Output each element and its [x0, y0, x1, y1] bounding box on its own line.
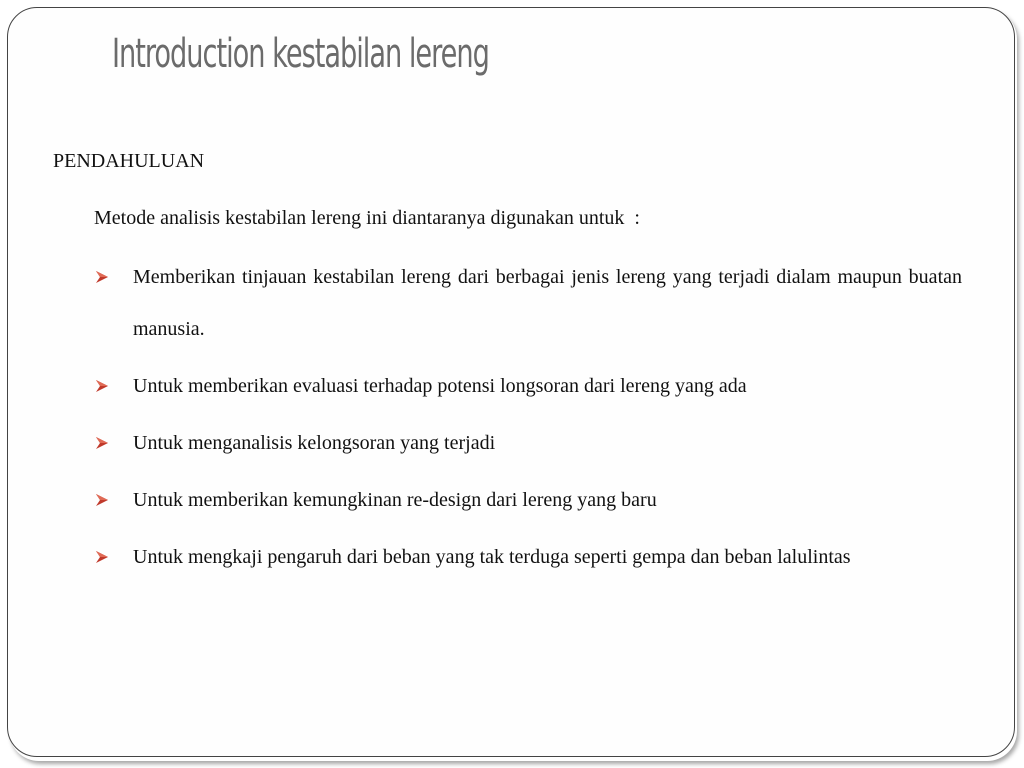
section-heading: PENDAHULUAN	[53, 150, 205, 172]
list-item	[94, 371, 962, 401]
arrowhead-bullet-icon	[95, 493, 109, 507]
list-item	[94, 428, 962, 458]
arrowhead-bullet-icon	[95, 550, 109, 564]
arrowhead-bullet-icon	[95, 270, 109, 284]
bullet-list	[94, 262, 962, 599]
arrowhead-bullet-icon	[95, 379, 109, 393]
slide-title: Introduction kestabilan lereng	[112, 31, 489, 77]
bullet-text: Untuk memberikan evaluasi terhadap potensi longsoran dari lereng yang ada	[133, 375, 747, 397]
arrowhead-bullet-icon	[95, 436, 109, 450]
list-item	[94, 485, 962, 515]
intro-text: Metode analisis kestabilan lereng ini diantaranya digunakan untuk :	[94, 207, 640, 229]
bullet-text: Untuk memberikan kemungkinan re-design dari lereng yang baru	[133, 489, 657, 511]
bullet-text: Untuk menganalisis kelongsoran yang terjadi	[133, 432, 496, 454]
bullet-text: Untuk mengkaji pengaruh dari beban yang tak terduga seperti gempa dan beban lalulintas	[133, 546, 851, 568]
list-item	[94, 251, 962, 355]
list-item	[94, 531, 962, 583]
bullet-text: Memberikan tinjauan kestabilan lereng dari berbagai jenis lereng yang terjadi dialam maupun buatan manusia.	[133, 266, 962, 340]
